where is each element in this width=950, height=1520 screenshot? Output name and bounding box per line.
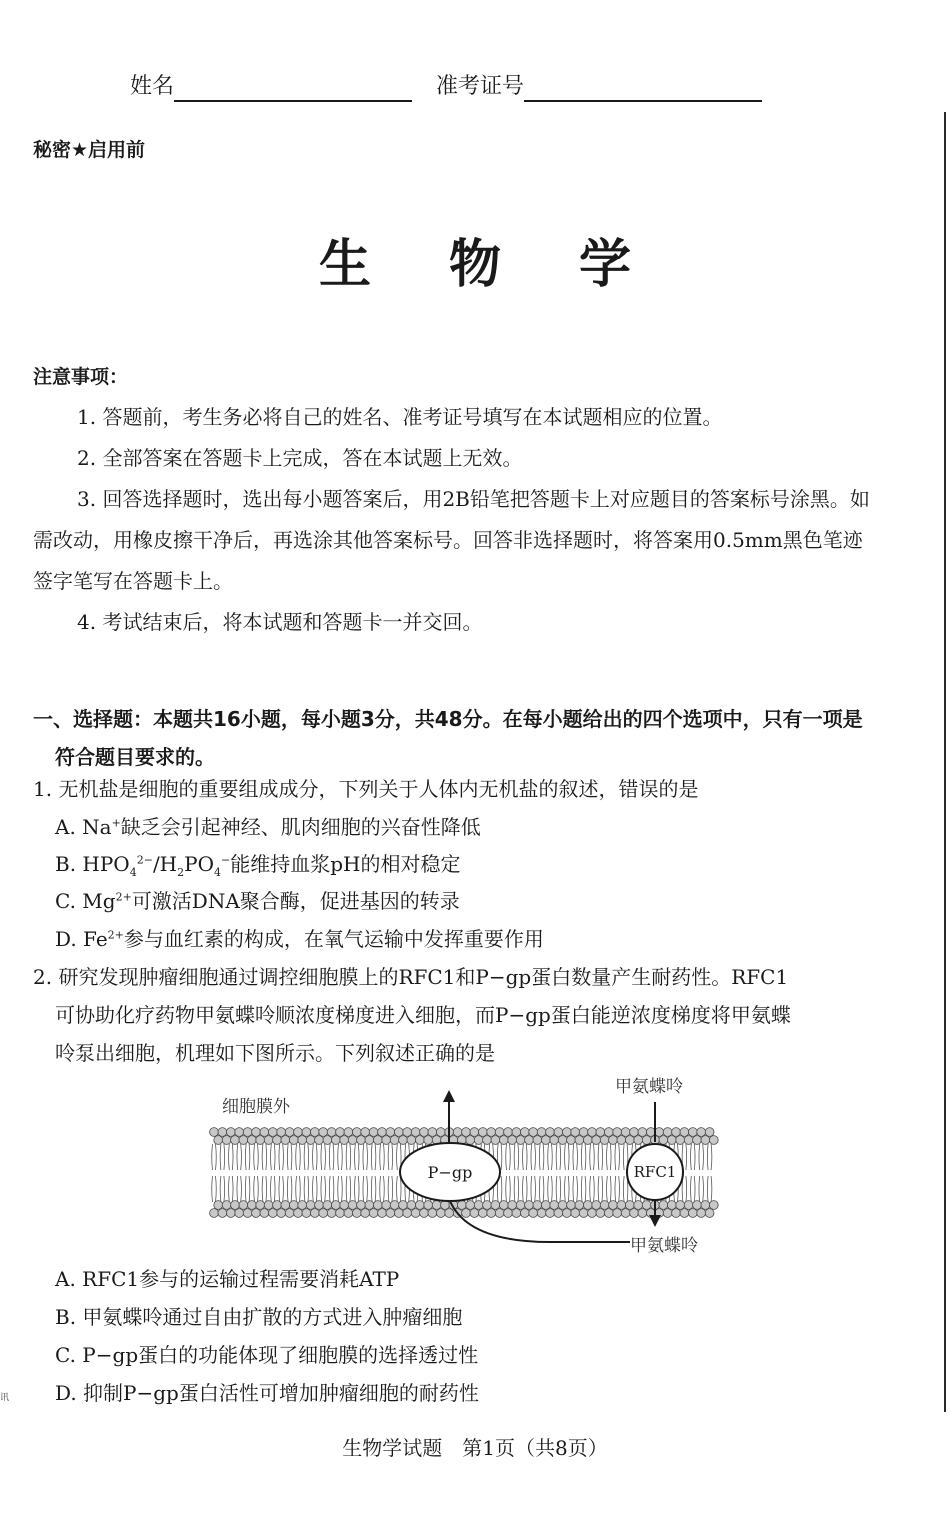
lipid-tail (355, 1144, 360, 1170)
lipid-head (499, 1136, 508, 1145)
lipid-head (210, 1128, 219, 1137)
lipid-head (634, 1136, 643, 1145)
lipid-head (583, 1136, 592, 1145)
lipid-head (336, 1128, 345, 1137)
lipid-tail (220, 1176, 225, 1202)
lipid-tail (245, 1144, 250, 1170)
lipid-tail (531, 1176, 536, 1202)
lipid-head (277, 1128, 286, 1137)
lipid-tail (565, 1144, 570, 1170)
lipid-tail (346, 1176, 351, 1202)
lipid-head (604, 1128, 613, 1137)
lipid-head (298, 1136, 307, 1145)
lipid-tail (506, 1176, 511, 1202)
lipid-head (256, 1136, 265, 1145)
lipid-tail (607, 1144, 612, 1170)
lipid-tail (590, 1144, 595, 1170)
lipid-head (525, 1136, 534, 1145)
lipid-head (373, 1136, 382, 1145)
lipid-tail (220, 1144, 225, 1170)
lipid-head (680, 1128, 689, 1137)
lipid-tail (556, 1144, 561, 1170)
lipid-head (340, 1136, 349, 1145)
lipid-head (243, 1209, 252, 1218)
lipid-tail (699, 1144, 704, 1170)
lipid-head (260, 1209, 269, 1218)
lipid-tail (397, 1176, 402, 1202)
lipid-head (336, 1209, 345, 1218)
lipid-head (478, 1209, 487, 1218)
lipid-tail (573, 1176, 578, 1202)
lipid-head (659, 1136, 668, 1145)
q1-option-d: D. $Fe^{2+}$参与血红素的构成，在氧气运输中发挥重要作用 (55, 927, 544, 951)
lipid-tail (598, 1144, 603, 1170)
lipid-head (688, 1209, 697, 1218)
drug-label-bottom: 甲氨蝶呤 (630, 1236, 698, 1256)
lipid-head (676, 1136, 685, 1145)
rfc1-label: RFC1 (633, 1163, 677, 1181)
lipid-tail (262, 1176, 267, 1202)
lipid-tail (590, 1176, 595, 1202)
lipid-head (462, 1128, 471, 1137)
lipid-head (281, 1136, 290, 1145)
lipid-head (252, 1209, 261, 1218)
lipid-tail (313, 1144, 318, 1170)
name-label: 姓名 (130, 74, 175, 99)
lipid-head (567, 1136, 576, 1145)
lipid-head (218, 1128, 227, 1137)
page-title: 生物学 (318, 234, 709, 295)
secret-mark: 秘密★启用前 (33, 139, 146, 161)
lipid-head (382, 1136, 391, 1145)
lipid-head (483, 1136, 492, 1145)
notice-heading: 注意事项： (33, 366, 129, 388)
lipid-head (504, 1128, 513, 1137)
lipid-head (235, 1209, 244, 1218)
lipid-head (529, 1209, 538, 1218)
lipid-tail (287, 1144, 292, 1170)
lipid-head (411, 1128, 420, 1137)
lipid-head (352, 1128, 361, 1137)
lipid-head (462, 1209, 471, 1218)
lipid-head (394, 1128, 403, 1137)
lipid-head (550, 1136, 559, 1145)
lipid-head (554, 1209, 563, 1218)
lipid-head (684, 1136, 693, 1145)
lipid-head (273, 1136, 282, 1145)
lipid-head (562, 1128, 571, 1137)
lipid-head (495, 1209, 504, 1218)
lipid-tail (691, 1144, 696, 1170)
lipid-head (663, 1209, 672, 1218)
lipid-tail (237, 1176, 242, 1202)
lipid-head (709, 1136, 718, 1145)
lipid-head (420, 1128, 429, 1137)
lipid-head (541, 1136, 550, 1145)
rfc1-influx-arrow-head (649, 1215, 661, 1227)
lipid-head (399, 1136, 408, 1145)
lipid-tail (388, 1176, 393, 1202)
lipid-head (361, 1128, 370, 1137)
pgp-efflux-arrow-head (443, 1090, 455, 1102)
lipid-head (411, 1209, 420, 1218)
notice-item-4: 4. 考试结束后，将本试题和答题卡一并交回。 (77, 610, 483, 634)
lipid-head (390, 1136, 399, 1145)
lipid-tail (254, 1176, 259, 1202)
lipid-head (613, 1128, 622, 1137)
lipid-tail (380, 1144, 385, 1170)
lipid-head (495, 1128, 504, 1137)
edge-mark: 讯 (0, 1393, 10, 1403)
lipid-head (319, 1128, 328, 1137)
lipid-tail (514, 1176, 519, 1202)
lipid-head (365, 1136, 374, 1145)
lipid-head (420, 1209, 429, 1218)
lipid-head (571, 1128, 580, 1137)
drug-label-top: 甲氨蝶呤 (615, 1077, 683, 1097)
lipid-head (424, 1136, 433, 1145)
lipid-head (327, 1209, 336, 1218)
lipid-tail (279, 1176, 284, 1202)
page-footer: 生物学试题 第1页（共8页） (342, 1436, 608, 1460)
lipid-tail (531, 1144, 536, 1170)
lipid-tail (363, 1144, 368, 1170)
lipid-tail (548, 1176, 553, 1202)
lipid-head (701, 1136, 710, 1145)
lipid-head (529, 1128, 538, 1137)
lipid-head (558, 1136, 567, 1145)
lipid-head (470, 1128, 479, 1137)
lipid-head (260, 1128, 269, 1137)
lipid-head (600, 1136, 609, 1145)
lipid-tail (615, 1144, 620, 1170)
lipid-tail (355, 1176, 360, 1202)
lipid-tail (304, 1144, 309, 1170)
lipid-head (378, 1209, 387, 1218)
lipid-tail (254, 1144, 259, 1170)
lipid-head (596, 1128, 605, 1137)
lipid-head (394, 1209, 403, 1218)
lipid-tail (313, 1176, 318, 1202)
lipid-tail (548, 1144, 553, 1170)
lipid-head (697, 1128, 706, 1137)
lipid-head (646, 1128, 655, 1137)
lipid-head (604, 1209, 613, 1218)
lipid-head (239, 1136, 248, 1145)
lipid-head (222, 1136, 231, 1145)
lipid-head (474, 1136, 483, 1145)
lipid-head (504, 1209, 513, 1218)
lipid-tail (287, 1176, 292, 1202)
lipid-head (512, 1209, 521, 1218)
lipid-tail (581, 1144, 586, 1170)
lipid-tail (329, 1144, 334, 1170)
q1-option-b: B. $HPO_4^{2-}/H_2PO_4^-$能维持血浆pH的相对稳定 (55, 852, 461, 879)
lipid-tail (279, 1144, 284, 1170)
lipid-head (638, 1209, 647, 1218)
exam-id-label: 准考证号 (436, 74, 525, 99)
lipid-head (487, 1128, 496, 1137)
lipid-head (508, 1136, 517, 1145)
lipid-head (403, 1209, 412, 1218)
lipid-head (214, 1136, 223, 1145)
lipid-head (445, 1209, 454, 1218)
lipid-head (285, 1128, 294, 1137)
lipid-tail (346, 1144, 351, 1170)
lipid-tail (523, 1176, 528, 1202)
lipid-head (310, 1128, 319, 1137)
lipid-head (487, 1209, 496, 1218)
lipid-head (562, 1209, 571, 1218)
lipid-head (588, 1209, 597, 1218)
lipid-head (470, 1209, 479, 1218)
lipid-tail (514, 1144, 519, 1170)
lipid-head (571, 1209, 580, 1218)
lipid-tail (539, 1176, 544, 1202)
lipid-head (428, 1128, 437, 1137)
lipid-head (613, 1209, 622, 1218)
lipid-head (415, 1136, 424, 1145)
q2-stem-line-2: 可协助化疗药物甲氨蝶呤顺浓度梯度进入细胞，而P−gp蛋白能逆浓度梯度将甲氨蝶 (55, 1003, 791, 1027)
lipid-head (323, 1136, 332, 1145)
lipid-tail (329, 1176, 334, 1202)
page-edge-rule (944, 112, 946, 1412)
lipid-head (344, 1209, 353, 1218)
lipid-head (630, 1128, 639, 1137)
outside-label: 细胞膜外 (222, 1097, 290, 1117)
lipid-head (554, 1128, 563, 1137)
lipid-tail (581, 1176, 586, 1202)
lipid-head (378, 1128, 387, 1137)
lipid-head (252, 1128, 261, 1137)
lipid-tail (262, 1144, 267, 1170)
lipid-head (268, 1209, 277, 1218)
q2-option-c: C. P−gp蛋白的功能体现了细胞膜的选择透过性 (55, 1343, 479, 1367)
lipid-head (537, 1128, 546, 1137)
lipid-tail (380, 1176, 385, 1202)
lipid-head (688, 1128, 697, 1137)
lipid-head (369, 1128, 378, 1137)
q2-option-d: D. 抑制P−gp蛋白活性可增加肿瘤细胞的耐药性 (55, 1381, 479, 1405)
lipid-head (315, 1136, 324, 1145)
lipid-head (226, 1209, 235, 1218)
lipid-head (348, 1136, 357, 1145)
lipid-head (630, 1209, 639, 1218)
lipid-head (277, 1209, 286, 1218)
lipid-tail (296, 1144, 301, 1170)
q2-option-b: B. 甲氨蝶呤通过自由扩散的方式进入肿瘤细胞 (55, 1305, 463, 1329)
section-1-heading: 一、选择题：本题共16小题，每小题3分，共48分。在每小题给出的四个选项中，只有一项是符合题目要求的。 (33, 707, 863, 769)
lipid-head (642, 1136, 651, 1145)
lipid-tail (556, 1176, 561, 1202)
lipid-head (344, 1128, 353, 1137)
lipid-head (294, 1128, 303, 1137)
q2-stem-line-3: 呤泵出细胞，机理如下图所示。下列叙述正确的是 (55, 1041, 495, 1065)
lipid-head (516, 1136, 525, 1145)
lipid-head (302, 1128, 311, 1137)
lipid-head (575, 1136, 584, 1145)
lipid-head (235, 1128, 244, 1137)
lipid-head (596, 1209, 605, 1218)
lipid-head (306, 1136, 315, 1145)
name-blank[interactable] (174, 76, 412, 102)
lipid-tail (271, 1144, 276, 1170)
lipid-tail (371, 1176, 376, 1202)
notice-item-1: 1. 答题前，考生务必将自己的姓名、准考证号填写在本试题相应的位置。 (77, 405, 723, 429)
lipid-head (319, 1209, 328, 1218)
lipid-head (697, 1209, 706, 1218)
lipid-head (247, 1136, 256, 1145)
notice-item-3: 3. 回答选择题时，选出每小题答案后，用2B铅笔把答题卡上对应题目的答案标号涂黑。如需改动，用橡皮擦干净后，再选涂其他答案标号。回答非选择题时，将答案用0.5mm黑色笔迹签字笔写在答题卡上。 (33, 487, 870, 593)
lipid-head (617, 1136, 626, 1145)
lipid-tail (338, 1144, 343, 1170)
lipid-tail (271, 1176, 276, 1202)
lipid-head (609, 1136, 618, 1145)
lipid-tail (615, 1176, 620, 1202)
lipid-head (491, 1136, 500, 1145)
lipid-head (226, 1128, 235, 1137)
lipid-head (638, 1128, 647, 1137)
lipid-tail (363, 1176, 368, 1202)
lipid-tail (237, 1144, 242, 1170)
lipid-head (625, 1136, 634, 1145)
lipid-head (663, 1128, 672, 1137)
lipid-head (210, 1209, 219, 1218)
lipid-tail (565, 1176, 570, 1202)
q1-option-a: A. Na+缺乏会引起神经、肌肉细胞的兴奋性降低 (55, 815, 481, 839)
lipid-head (705, 1128, 714, 1137)
lipid-head (403, 1128, 412, 1137)
lipid-head (243, 1128, 252, 1137)
candidate-info-row (130, 72, 762, 102)
lipid-head (289, 1136, 298, 1145)
lipid-head (621, 1209, 630, 1218)
lipid-head (621, 1128, 630, 1137)
lipid-tail (212, 1144, 217, 1170)
lipid-head (655, 1128, 664, 1137)
lipid-tail (607, 1176, 612, 1202)
lipid-head (428, 1209, 437, 1218)
lipid-head (537, 1209, 546, 1218)
lipid-tail (523, 1144, 528, 1170)
q1-stem: 1. 无机盐是细胞的重要组成成分，下列关于人体内无机盐的叙述，错误的是 (33, 777, 699, 801)
lipid-head (478, 1128, 487, 1137)
lipid-tail (691, 1176, 696, 1202)
lipid-tail (388, 1144, 393, 1170)
lipid-head (294, 1209, 303, 1218)
lipid-head (386, 1209, 395, 1218)
lipid-head (709, 1201, 718, 1210)
lipid-head (592, 1136, 601, 1145)
q2-option-a: A. RFC1参与的运输过程需要消耗ATP (55, 1267, 400, 1291)
lipid-head (667, 1136, 676, 1145)
lipid-tail (296, 1176, 301, 1202)
lipid-head (579, 1128, 588, 1137)
lipid-head (520, 1209, 529, 1218)
lipid-head (705, 1209, 714, 1218)
lipid-tail (245, 1176, 250, 1202)
lipid-head (579, 1209, 588, 1218)
lipid-head (327, 1128, 336, 1137)
lipid-head (436, 1128, 445, 1137)
lipid-tail (304, 1176, 309, 1202)
lipid-tail (598, 1176, 603, 1202)
lipid-tail (506, 1144, 511, 1170)
lipid-head (302, 1209, 311, 1218)
lipid-tail (338, 1176, 343, 1202)
lipid-head (520, 1128, 529, 1137)
lipid-tail (229, 1144, 234, 1170)
lipid-head (512, 1128, 521, 1137)
notice-item-2: 2. 全部答案在答题卡上完成，答在本试题上无效。 (77, 446, 523, 470)
lipid-tail (707, 1176, 712, 1202)
lipid-tail (229, 1176, 234, 1202)
lipid-head (285, 1209, 294, 1218)
lipid-head (588, 1128, 597, 1137)
q2-stem-line-1: 2. 研究发现肿瘤细胞通过调控细胞膜上的RFC1和P−gp蛋白数量产生耐药性。RFC1 (33, 965, 789, 989)
exam-id-blank[interactable] (524, 76, 762, 102)
lipid-head (218, 1209, 227, 1218)
lipid-tail (212, 1176, 217, 1202)
lipid-head (357, 1136, 366, 1145)
lipid-head (361, 1209, 370, 1218)
lipid-head (693, 1136, 702, 1145)
lipid-head (264, 1136, 273, 1145)
lipid-tail (321, 1176, 326, 1202)
lipid-head (546, 1128, 555, 1137)
lipid-head (533, 1136, 542, 1145)
lipid-head (466, 1136, 475, 1145)
lipid-tail (539, 1144, 544, 1170)
lipid-head (672, 1209, 681, 1218)
membrane-transport-diagram (200, 1070, 740, 1260)
pgp-label: P−gp (427, 1163, 473, 1182)
lipid-head (386, 1128, 395, 1137)
lipid-tail (371, 1144, 376, 1170)
lipid-head (331, 1136, 340, 1145)
lipid-head (407, 1136, 416, 1145)
lipid-head (672, 1128, 681, 1137)
lipid-head (310, 1209, 319, 1218)
lipid-head (231, 1136, 240, 1145)
lipid-head (680, 1209, 689, 1218)
lipid-head (352, 1209, 361, 1218)
lipid-head (453, 1128, 462, 1137)
lipid-head (546, 1209, 555, 1218)
lipid-tail (707, 1144, 712, 1170)
lipid-tail (321, 1144, 326, 1170)
lipid-head (369, 1209, 378, 1218)
q1-option-c: C. $Mg^{2+}$可激活DNA聚合酶，促进基因的转录 (55, 889, 460, 913)
lipid-head (436, 1209, 445, 1218)
lipid-tail (699, 1176, 704, 1202)
lipid-tail (573, 1144, 578, 1170)
lipid-head (268, 1128, 277, 1137)
